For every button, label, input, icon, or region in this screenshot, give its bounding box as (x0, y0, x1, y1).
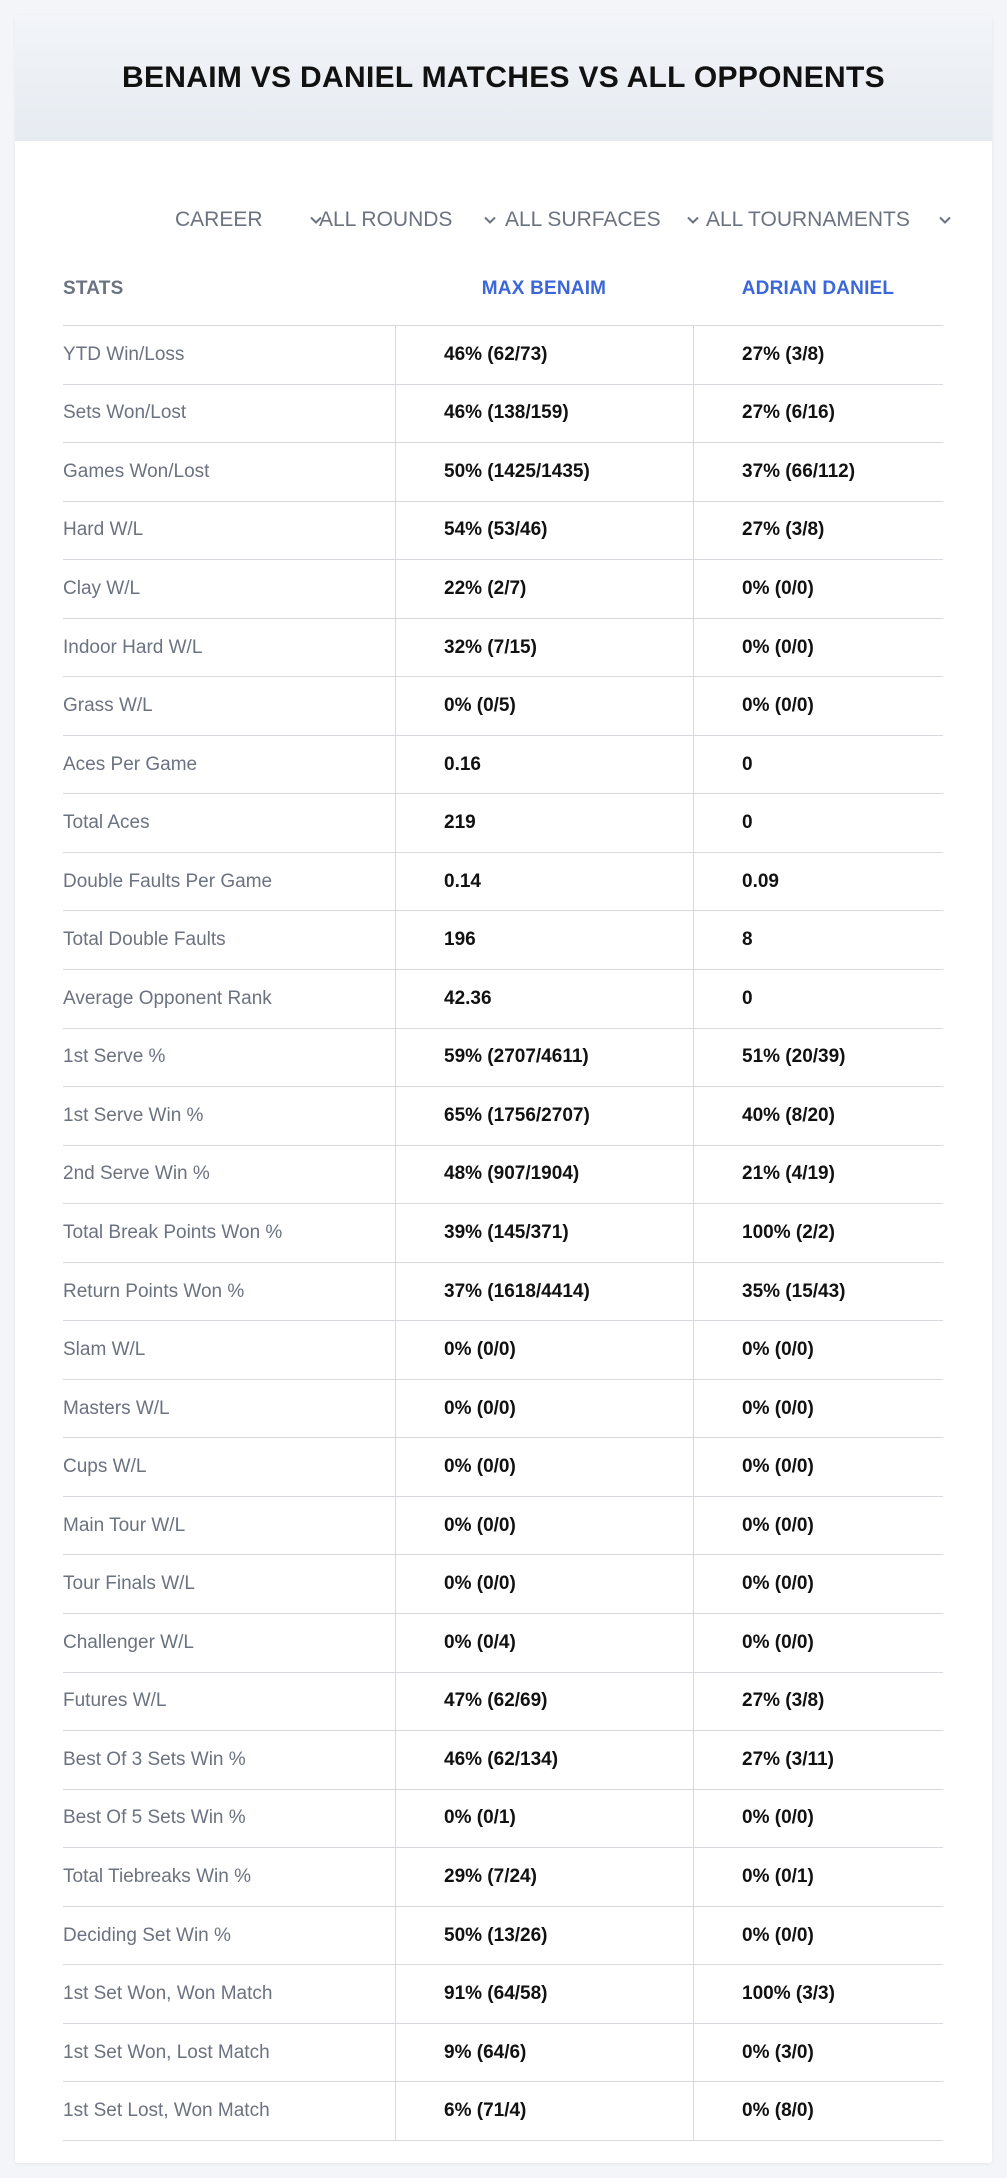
player1-value: 0% (0/0) (396, 1497, 694, 1555)
player1-value: 9% (64/6) (396, 2024, 694, 2082)
table-row (63, 794, 943, 853)
stat-label: 1st Set Lost, Won Match (63, 2082, 396, 2140)
player2-value: 0.09 (742, 870, 779, 892)
table-row (63, 326, 943, 385)
stat-label: Games Won/Lost (63, 443, 396, 501)
table-row (63, 970, 943, 1029)
player2-value: 0 (742, 812, 753, 834)
stat-label: Deciding Set Win % (63, 1907, 396, 1965)
table-row (63, 1438, 943, 1497)
stat-label: Best Of 3 Sets Win % (63, 1731, 396, 1789)
rounds-dropdown-label: ALL ROUNDS (319, 208, 453, 231)
table-row (63, 619, 943, 678)
stat-label: Return Points Won % (63, 1263, 396, 1321)
stat-label: Sets Won/Lost (63, 385, 396, 443)
player1-value: 48% (907/1904) (396, 1146, 694, 1204)
stat-label: Cups W/L (63, 1438, 396, 1496)
stat-label: Total Double Faults (63, 911, 396, 969)
table-row (63, 502, 943, 561)
player2-value: 0% (3/0) (742, 2041, 814, 2063)
table-row (63, 1497, 943, 1556)
player2-value: 27% (3/8) (742, 519, 825, 541)
player2-value: 0% (0/1) (742, 1865, 814, 1887)
stat-label: YTD Win/Loss (63, 326, 396, 384)
stat-label: 1st Serve % (63, 1029, 396, 1087)
stat-label: Average Opponent Rank (63, 970, 396, 1028)
tournaments-dropdown-label: ALL TOURNAMENTS (706, 208, 910, 231)
career-dropdown[interactable] (175, 203, 323, 237)
player2-value: 0% (0/0) (742, 1807, 814, 1829)
stat-label: Total Tiebreaks Win % (63, 1848, 396, 1906)
table-row (63, 1731, 943, 1790)
player1-value: 46% (62/134) (396, 1731, 694, 1789)
stat-label: Double Faults Per Game (63, 853, 396, 911)
table-row (63, 1790, 943, 1849)
player1-value: 0.14 (396, 853, 694, 911)
player2-value: 51% (20/39) (742, 1046, 846, 1068)
table-row (63, 853, 943, 912)
stat-label: Slam W/L (63, 1321, 396, 1379)
stats-table (63, 253, 943, 2141)
filter-bar (15, 185, 992, 255)
table-row (63, 1263, 943, 1322)
player1-value: 0% (0/0) (396, 1380, 694, 1438)
table-row (63, 1146, 943, 1205)
player2-value: 0% (0/0) (742, 577, 814, 599)
player1-value: 219 (396, 794, 694, 852)
table-row (63, 677, 943, 736)
player2-value: 27% (3/8) (742, 343, 825, 365)
player1-value: 6% (71/4) (396, 2082, 694, 2140)
table-row (63, 1087, 943, 1146)
stat-label: Total Aces (63, 794, 396, 852)
stat-label: Tour Finals W/L (63, 1555, 396, 1613)
player1-value: 54% (53/46) (396, 502, 694, 560)
stat-label: Hard W/L (63, 502, 396, 560)
stat-label: Masters W/L (63, 1380, 396, 1438)
table-row (63, 1380, 943, 1439)
table-row (63, 736, 943, 795)
stat-label: Indoor Hard W/L (63, 619, 396, 677)
chevron-down-icon (483, 213, 497, 227)
stat-label: Futures W/L (63, 1673, 396, 1731)
player1-value: 42.36 (396, 970, 694, 1028)
player2-value: 0 (742, 753, 753, 775)
player2-value: 8 (742, 929, 753, 951)
stat-label: Total Break Points Won % (63, 1204, 396, 1262)
player2-value: 0% (8/0) (742, 2100, 814, 2122)
player1-value: 65% (1756/2707) (396, 1087, 694, 1145)
player2-value: 0% (0/0) (742, 1397, 814, 1419)
player1-value: 32% (7/15) (396, 619, 694, 677)
stat-label: Grass W/L (63, 677, 396, 735)
stat-label: Best Of 5 Sets Win % (63, 1790, 396, 1848)
player2-value: 0% (0/0) (742, 1924, 814, 1946)
surfaces-dropdown[interactable] (505, 203, 700, 237)
player1-value: 22% (2/7) (396, 560, 694, 618)
table-header (63, 253, 943, 326)
player2-link[interactable]: ADRIAN DANIEL (741, 278, 895, 299)
page-header (15, 15, 992, 141)
player1-value: 0% (0/0) (396, 1555, 694, 1613)
player1-value: 50% (13/26) (396, 1907, 694, 1965)
player2-value: 0% (0/0) (742, 1573, 814, 1595)
table-row (63, 1907, 943, 1966)
player2-value: 0% (0/0) (742, 1514, 814, 1536)
table-row (63, 1321, 943, 1380)
table-row (63, 385, 943, 444)
table-row (63, 560, 943, 619)
career-dropdown-label: CAREER (175, 208, 263, 231)
chevron-down-icon (686, 213, 700, 227)
table-row (63, 1204, 943, 1263)
player1-value: 0.16 (396, 736, 694, 794)
page-title: BENAIM VS DANIEL MATCHES VS ALL OPPONENTS (122, 61, 885, 94)
stat-label: 1st Set Won, Lost Match (63, 2024, 396, 2082)
player1-value: 59% (2707/4611) (396, 1029, 694, 1087)
player1-value: 0% (0/0) (396, 1438, 694, 1496)
player2-value: 0% (0/0) (742, 636, 814, 658)
player1-value: 46% (138/159) (396, 385, 694, 443)
stat-label: Aces Per Game (63, 736, 396, 794)
rounds-dropdown[interactable] (319, 203, 497, 237)
player1-value: 0% (0/5) (396, 677, 694, 735)
table-row (63, 443, 943, 502)
stat-label: Main Tour W/L (63, 1497, 396, 1555)
player2-value: 37% (66/112) (742, 460, 856, 482)
player2-value: 100% (3/3) (742, 1983, 835, 2005)
player1-value: 46% (62/73) (396, 326, 694, 384)
player1-value: 0% (0/4) (396, 1614, 694, 1672)
player1-value: 91% (64/58) (396, 1965, 694, 2023)
player2-value: 0% (0/0) (742, 1339, 814, 1361)
player1-value: 0% (0/1) (396, 1790, 694, 1848)
table-row (63, 1848, 943, 1907)
surfaces-dropdown-label: ALL SURFACES (505, 208, 661, 231)
player2-value: 35% (15/43) (742, 1280, 846, 1302)
table-row (63, 1673, 943, 1732)
player1-value: 50% (1425/1435) (396, 443, 694, 501)
player1-value: 39% (145/371) (396, 1204, 694, 1262)
player2-value: 0% (0/0) (742, 1631, 814, 1653)
table-row (63, 1965, 943, 2024)
stat-label: 1st Serve Win % (63, 1087, 396, 1145)
table-row (63, 1614, 943, 1673)
table-body (63, 326, 943, 2141)
chevron-down-icon (938, 213, 952, 227)
player2-value: 40% (8/20) (742, 1104, 835, 1126)
player2-value: 27% (3/11) (742, 1748, 834, 1770)
player2-value: 27% (6/16) (742, 402, 835, 424)
player2-value: 21% (4/19) (742, 1163, 835, 1185)
player1-link[interactable]: MAX BENAIM (481, 278, 607, 299)
stat-label: Challenger W/L (63, 1614, 396, 1672)
player1-value: 37% (1618/4414) (396, 1263, 694, 1321)
stat-label: 2nd Serve Win % (63, 1146, 396, 1204)
stat-label: 1st Set Won, Won Match (63, 1965, 396, 2023)
player2-value: 0 (742, 987, 753, 1009)
stats-card (15, 15, 992, 2163)
player1-value: 47% (62/69) (396, 1673, 694, 1731)
table-row (63, 2082, 943, 2141)
player2-value: 100% (2/2) (742, 1221, 835, 1243)
stat-label: Clay W/L (63, 560, 396, 618)
player2-value: 0% (0/0) (742, 1456, 814, 1478)
player2-value: 0% (0/0) (742, 695, 814, 717)
player1-value: 29% (7/24) (396, 1848, 694, 1906)
player1-value: 0% (0/0) (396, 1321, 694, 1379)
stats-column-header: STATS (63, 278, 124, 299)
table-row (63, 2024, 943, 2083)
tournaments-dropdown[interactable] (706, 203, 952, 237)
table-row (63, 1029, 943, 1088)
table-row (63, 1555, 943, 1614)
player1-value: 196 (396, 911, 694, 969)
player2-value: 27% (3/8) (742, 1690, 825, 1712)
table-row (63, 911, 943, 970)
